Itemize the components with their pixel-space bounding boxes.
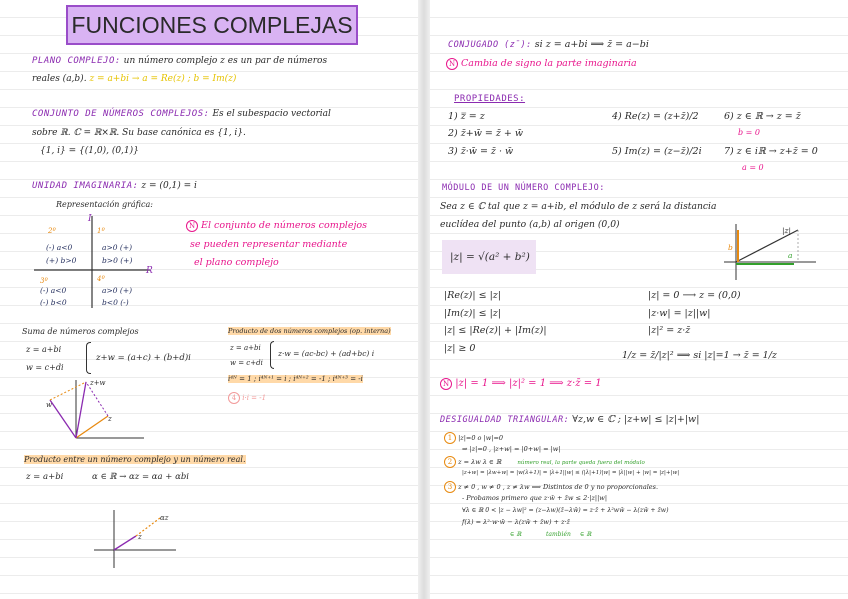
case1-line1 — [444, 432, 503, 444]
modulo-r1: |z| = 0 ⟶ z = (0,0) — [648, 290, 741, 301]
page-title — [66, 5, 358, 45]
case1-b: ⇒ |z|=0 , |z+w| = |0+w| = |w| — [462, 445, 561, 453]
case3-b: - Probamos primero que z·w̄ + z̄w ≤ 2·|z||w| — [462, 494, 608, 502]
case3-d: f(λ) = λ²·w·w̄ − λ(zw̄ + z̄w) + z·z̄ — [462, 518, 570, 526]
title-text: FUNCIONES COMPLEJAS — [71, 11, 353, 38]
producto-real-z: z = a+bi — [26, 472, 64, 482]
case3-c: ∀λ ∈ ℝ 0 < |z − λw|² = (z−λw)(z̄−λw̄) = z·z̄ + λ²ww̄ − λ(zw̄ + z̄w) — [462, 507, 669, 514]
q1b: b>0 (+) — [102, 256, 133, 265]
producto-z: z = a+bi — [230, 344, 261, 352]
producto-powers: i⁴ᴺ = 1 ; i⁴ᴺ⁺¹ = i ; i⁴ᴺ⁺² = -1 ; i⁴ᴺ⁺³ = -i — [228, 375, 363, 383]
modulo-note: |z| = 1 ⟹ |z|² = 1 ⟹ z·z̄ = 1 — [455, 378, 602, 389]
quad3-label: 3º — [40, 277, 48, 285]
prop-6: 6) z ∈ ℝ → z = z̄ — [724, 111, 801, 122]
case3-a: z ≠ 0 , w ≠ 0 , z ≠ λw ⟹ Distintos de 0 y no proporcionales. — [458, 483, 659, 491]
unidad-heading: UNIDAD IMAGINARIA: — [32, 181, 139, 191]
conjunto-line1 — [32, 109, 331, 120]
plano-text1: un número complejo z es un par de números — [123, 56, 328, 66]
unidad-line — [32, 181, 197, 192]
modulo-label-a: a — [788, 251, 793, 260]
plano-heading: PLANO COMPLEJO: — [32, 56, 121, 66]
producto-real-alpha: α ∈ ℝ → αz = αa + αbi — [92, 472, 190, 482]
unidad-note3: el plano complejo — [194, 257, 279, 268]
prop-3: 3) z̄·w̄ = z̄ · w̄ — [448, 146, 514, 157]
case3-u2label: también — [546, 531, 571, 538]
case2-a: z = λw λ ∈ ℝ — [458, 458, 502, 466]
modulo-heading: MÓDULO DE UN NÚMERO COMPLEJO: — [442, 183, 605, 193]
producto-note: 4 i·i = -1 — [228, 392, 266, 404]
vector-zw — [76, 382, 86, 438]
producto-heading: Producto de dos números complejos (op. interna) — [228, 327, 391, 335]
modulo-l1: |Re(z)| ≤ |z| — [444, 290, 501, 301]
prop-5: 5) Im(z) = (z−z̄)/2i — [612, 146, 702, 157]
q4b: b<0 (-) — [102, 298, 129, 307]
case2-note: número real, la parte queda fuera del módulo — [517, 460, 645, 466]
q3a: (-) a<0 — [40, 286, 67, 295]
case2-icon: 2 — [444, 456, 456, 468]
suma-vec-w: w — [46, 401, 52, 409]
prop-4: 4) Re(z) = (z+z̄)/2 — [612, 111, 699, 122]
case3-icon: 3 — [444, 481, 456, 493]
suma-z: z = a+bi — [26, 345, 62, 354]
unidad-note-line1 — [186, 220, 367, 232]
suma-w: w = c+di — [26, 363, 64, 372]
modulo-text2: euclídea del punto (a,b) al origen (0,0) — [440, 219, 620, 230]
unidad-note2: se pueden representar mediante — [190, 239, 348, 250]
plano-section — [32, 56, 327, 67]
modulo-l3: |z| ≤ |Re(z)| + |Im(z)| — [444, 325, 547, 336]
vector-w — [50, 400, 76, 438]
suma-vec-zw: z+w — [90, 379, 106, 387]
conjunto-text2: sobre ℝ. ℂ = ℝ×ℝ. Su base canónica es {1, i}. — [32, 128, 246, 138]
q4a: a>0 (+) — [102, 286, 133, 295]
prop-2: 2) z̄+w̄ = z̄ + w̄ — [448, 128, 524, 139]
quad1-label: 1º — [97, 227, 105, 235]
modulo-formula: |z| = √(a² + b²) — [450, 251, 530, 263]
suma-heading: Suma de números complejos — [22, 327, 139, 336]
conjunto-text1: Es el subespacio vectorial — [212, 109, 331, 119]
conjugado-note-line — [446, 58, 637, 70]
modulo-l2: |Im(z)| ≤ |z| — [444, 308, 501, 319]
desigualdad-formula: ∀z,w ∈ ℂ ; |z+w| ≤ |z|+|w| — [572, 414, 700, 425]
case2-b: |z+w| = |λw+w| = |w(λ+1)| = |λ+1||w| ≤ (|λ|+1)|w| = |λ||w| + |w| = |z|+|w| — [462, 470, 680, 476]
q2a: (-) a<0 — [46, 243, 73, 252]
quad2-label: 2º — [48, 227, 56, 235]
modulo-label-b: b — [728, 243, 733, 252]
plano-line2 — [32, 74, 236, 85]
desigualdad-heading: DESIGUALDAD TRIANGULAR: — [440, 415, 570, 425]
producto-real-heading: Producto entre un número complejo y un número real. — [24, 455, 246, 464]
modulo-r2: |z·w| = |z||w| — [648, 308, 711, 319]
q3b: (-) b<0 — [40, 298, 67, 307]
modulo-r4: 1/z = z̄/|z|² ⟹ si |z|=1 → z̄ = 1/z — [622, 350, 777, 361]
propiedades-heading: PROPIEDADES: — [454, 94, 526, 104]
modulo-r3: |z|² = z·z̄ — [648, 325, 691, 336]
modulo-diagram — [722, 222, 818, 282]
vector-z — [114, 536, 136, 550]
axis-y-label: I — [88, 214, 92, 224]
note-circle-icon: N — [440, 378, 452, 390]
modulo-text1: Sea z ∈ ℂ tal que z = a+ib, el módulo de z será la distancia — [440, 201, 717, 212]
producto-brace — [270, 341, 274, 369]
plano-text2a: reales (a,b). — [32, 74, 87, 84]
conjugado-note: Cambia de signo la parte imaginaria — [461, 58, 637, 69]
unidad-subheading: Representación gráfica: — [56, 200, 153, 209]
producto-w: w = c+di — [230, 359, 263, 367]
suma-vec-z: z — [108, 415, 112, 423]
conjugado-heading: CONJUGADO (z̄): — [448, 40, 532, 50]
note-circle-icon: N — [186, 220, 198, 232]
case1-a: |z|=0 o |w|=0 — [458, 434, 504, 442]
case3-u3: ∈ ℝ — [580, 531, 592, 538]
prop-7b: a = 0 — [742, 163, 764, 172]
producto-real-vec-z: z — [138, 533, 142, 541]
suma-brace — [86, 342, 91, 374]
note-circle-icon: N — [446, 58, 458, 70]
q2b: (+) b>0 — [46, 256, 77, 265]
page-fold — [418, 0, 430, 599]
producto-result: z·w = (ac-bc) + (ad+bc) i — [278, 349, 375, 358]
conjugado-line — [448, 39, 649, 51]
modulo-note-line — [440, 378, 602, 390]
conjugado-text: si z = a+bi ⟹ z̄ = a−bi — [534, 39, 649, 50]
suma-result: z+w = (a+c) + (b+d)i — [96, 353, 191, 363]
prop-6b: b = 0 — [738, 128, 760, 137]
desigualdad-line — [440, 414, 699, 426]
vector-z — [76, 416, 108, 438]
modulo-l4: |z| ≥ 0 — [444, 343, 476, 354]
quad4-label: 4º — [97, 275, 105, 283]
unidad-note1: El conjunto de números complejos — [201, 220, 367, 231]
case3-u1: ∈ ℝ — [510, 531, 522, 538]
prop-7: 7) z ∈ iℝ → z+z̄ = 0 — [724, 146, 818, 157]
unidad-formula: z = (0,1) = i — [141, 181, 197, 191]
note-circle-icon: 4 — [228, 392, 240, 404]
prop-1: 1) z̿ = z — [448, 111, 485, 122]
modulo-label-z: |z| — [782, 226, 792, 235]
producto-real-vec-az: αz — [160, 514, 169, 522]
case1-icon: 1 — [444, 432, 456, 444]
axis-x-label: R — [146, 266, 153, 276]
case3-line1 — [444, 481, 658, 493]
conjunto-heading: CONJUNTO DE NÚMEROS COMPLEJOS: — [32, 109, 210, 119]
q1a: a>0 (+) — [102, 243, 133, 252]
conjunto-text3: {1, i} = {(1,0), (0,1)} — [40, 146, 139, 156]
plano-text2b: z = a+bi → a = Re(z) ; b = Im(z) — [89, 74, 237, 84]
